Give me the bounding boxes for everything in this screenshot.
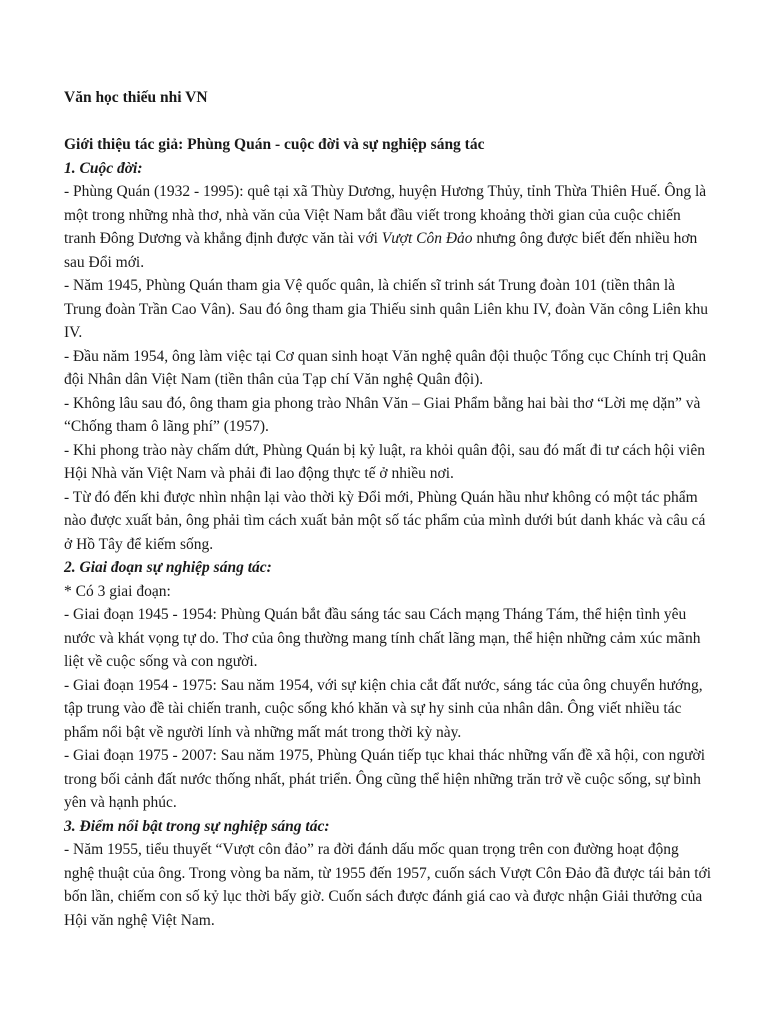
section-1-paragraph-6: - Từ đó đến khi được nhìn nhận lại vào thời kỳ Đổi mới, Phùng Quán hầu như không có một tác phẩm nào được xuất bản, ông phải tìm cách xuất bản một số tác phẩm của mình dưới bút danh khác và câu cá ở Hồ Tây để kiếm sống.	[64, 488, 706, 553]
section-3-heading: 3. Điểm nổi bật trong sự nghiệp sáng tác:	[64, 817, 330, 835]
intro-heading: Giới thiệu tác giả: Phùng Quán - cuộc đời và sự nghiệp sáng tác	[64, 136, 485, 153]
book-title-italic: Vượt Côn Đảo	[381, 230, 473, 247]
section-1-paragraph-1	[64, 180, 712, 274]
paragraph-text: - Phùng Quán (1932 - 1995): quê tại xã Thùy Dương, huyện Hương Thủy, tỉnh Thừa Thiên Huế. Ông là một trong những nhà thơ, nhà văn của Việt Nam bắt đầu viết trong khoảng thời gian của cuộc chiến tranh Đông Dương và khẳng định được văn tài với	[64, 183, 707, 247]
document-title: Văn học thiếu nhi VN	[64, 89, 208, 106]
section-1-paragraph-2: - Năm 1945, Phùng Quán tham gia Vệ quốc quân, là chiến sĩ trinh sát Trung đoàn 101 (tiền thân là Trung đoàn Trần Cao Vân). Sau đó ông tham gia Thiếu sinh quân Liên khu IV, đoàn Văn công Liên khu IV.	[64, 277, 709, 341]
section-2-paragraph-1: - Giai đoạn 1945 - 1954: Phùng Quán bắt đầu sáng tác sau Cách mạng Tháng Tám, thể hiện tình yêu nước và khát vọng tự do. Thơ của ông thường mang tính chất lãng mạn, thể hiện những cảm xúc mãnh liệt về cuộc sống và con người.	[64, 606, 701, 670]
section-1-paragraph-4: - Không lâu sau đó, ông tham gia phong trào Nhân Văn – Giai Phẩm bằng hai bài thơ “Lời mẹ dặn” và “Chống tham ô lãng phí” (1957).	[64, 394, 701, 435]
section-2-paragraph-3: - Giai đoạn 1975 - 2007: Sau năm 1975, Phùng Quán tiếp tục khai thác những vấn đề xã hội, con người trong bối cảnh đất nước thống nhất, phát triển. Ông cũng thể hiện những trăn trở về cuộc sống, sự bình yên và hạnh phúc.	[64, 747, 706, 811]
section-3-paragraph-1: - Năm 1955, tiểu thuyết “Vượt côn đảo” ra đời đánh dấu mốc quan trọng trên con đường hoạt động nghệ thuật của ông. Trong vòng ba năm, từ 1955 đến 1957, cuốn sách Vượt Côn Đảo đã được tái bản tới bốn lần, chiếm con số kỷ lục thời bấy giờ. Cuốn sách được đánh giá cao và được nhận Giải thưởng của Hội văn nghệ Việt Nam.	[64, 841, 712, 929]
section-2-heading: 2. Giai đoạn sự nghiệp sáng tác:	[64, 559, 272, 576]
section-2-intro: * Có 3 giai đoạn:	[64, 582, 171, 600]
section-1-paragraph-3: - Đầu năm 1954, ông làm việc tại Cơ quan sinh hoạt Văn nghệ quân đội thuộc Tổng cục Chính trị Quân đội Nhân dân Việt Nam (tiền thân của Tạp chí Văn nghệ Quân đội).	[64, 347, 707, 388]
section-2-paragraph-2: - Giai đoạn 1954 - 1975: Sau năm 1954, với sự kiện chia cắt đất nước, sáng tác của ông chuyển hướng, tập trung vào đề tài chiến tranh, cuộc sống khó khăn và sự hy sinh của nhân dân. Ông viết nhiều tác phẩm nổi bật về người lính và những mất mát trong thời kỳ này.	[64, 676, 703, 741]
section-1-heading: 1. Cuộc đời:	[64, 159, 143, 177]
paragraph-text: nhưng ông được biết đến nhiều hơn sau Đổi mới.	[64, 230, 698, 271]
section-1-paragraph-5: - Khi phong trào này chấm dứt, Phùng Quán bị kỷ luật, ra khỏi quân đội, sau đó mất đi tư cách hội viên Hội Nhà văn Việt Nam và phải đi lao động thực tế ở nhiều nơi.	[64, 441, 705, 482]
